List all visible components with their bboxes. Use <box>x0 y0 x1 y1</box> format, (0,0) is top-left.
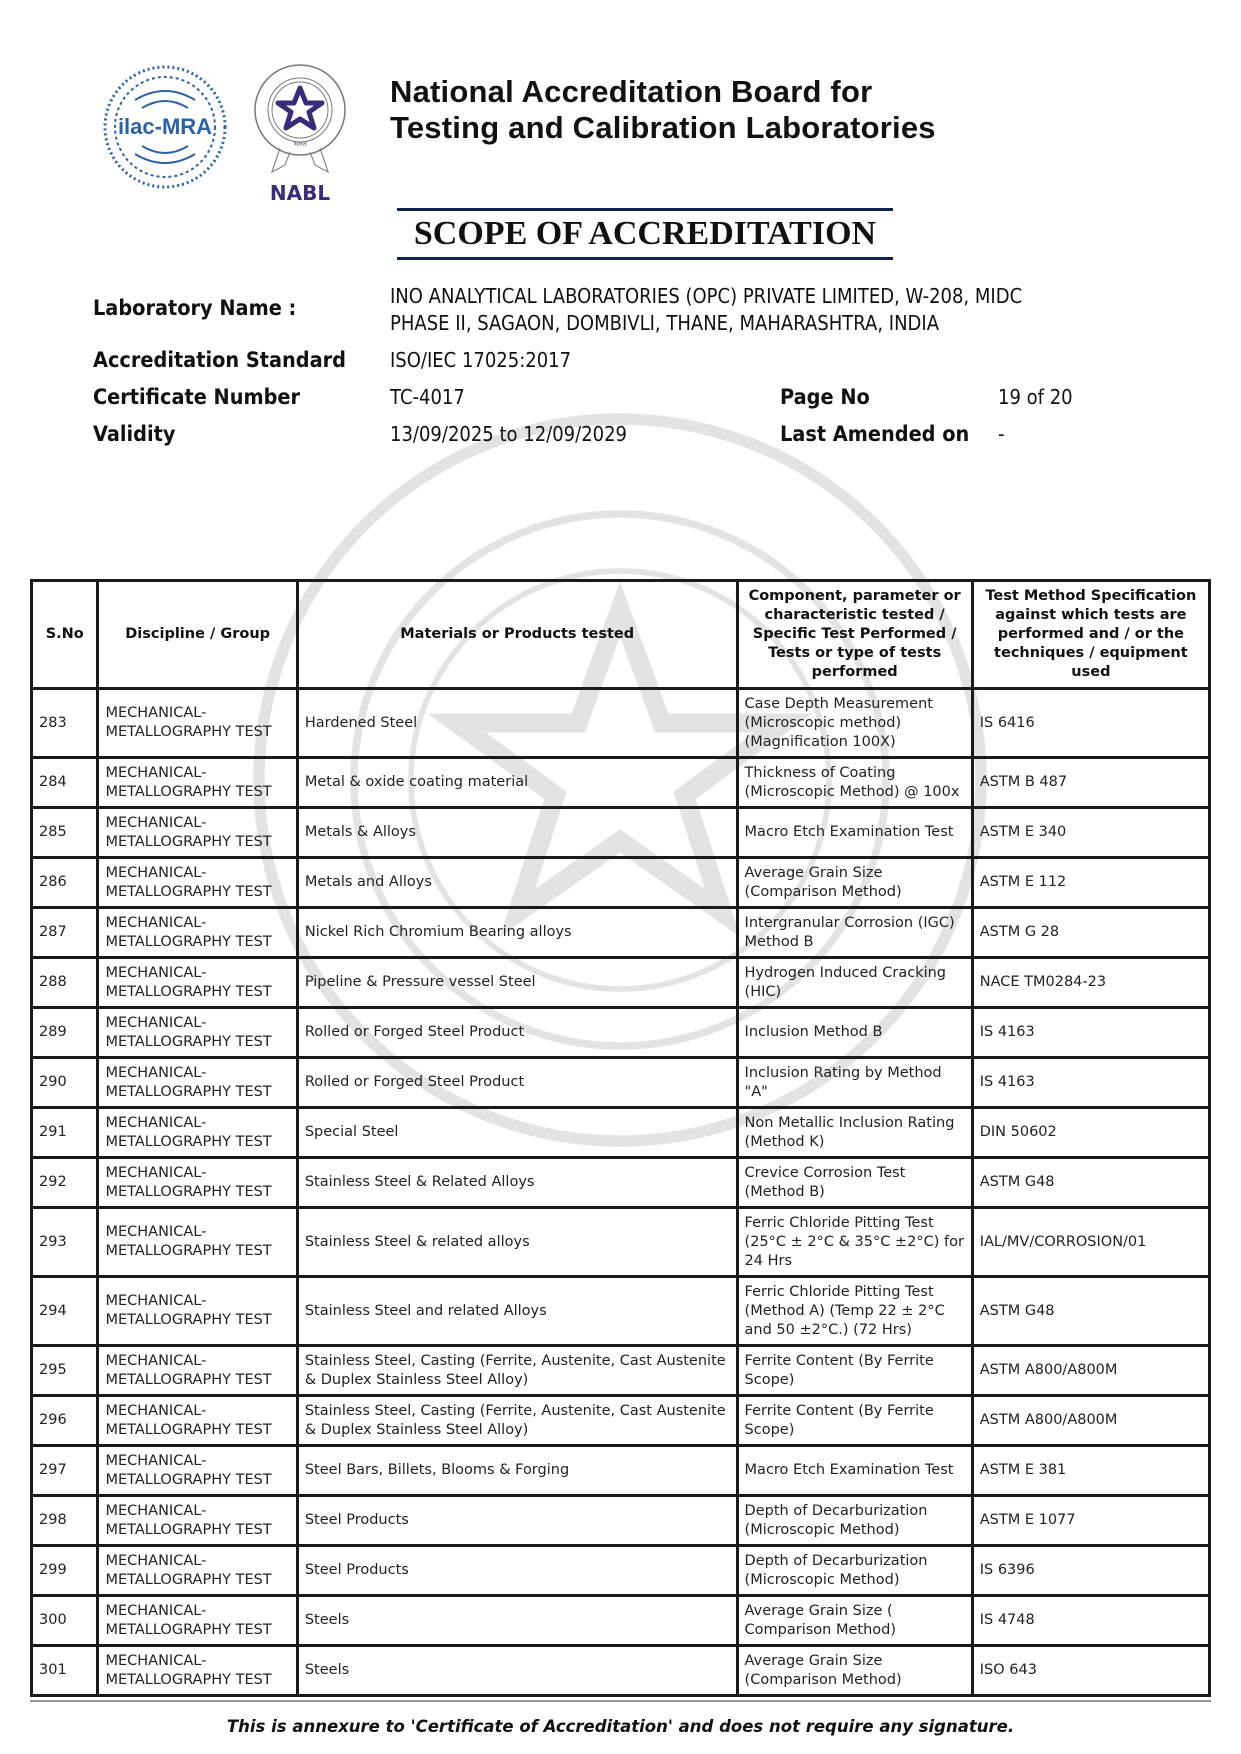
cell-discipline: MECHANICAL- METALLOGRAPHY TEST <box>98 1646 297 1696</box>
table-header-row <box>32 581 1210 689</box>
cell-sno: 286 <box>32 858 98 908</box>
ilac-logo-text: ilac-MRA <box>117 114 213 139</box>
cell-material: Stainless Steel and related Alloys <box>297 1277 737 1346</box>
organization-title <box>390 74 936 146</box>
scope-title-top-rule <box>397 208 893 211</box>
cell-test-method: ASTM G 28 <box>972 908 1209 958</box>
table-row <box>32 1496 1210 1546</box>
cell-sno: 301 <box>32 1646 98 1696</box>
cell-sno: 287 <box>32 908 98 958</box>
cell-discipline: MECHANICAL- METALLOGRAPHY TEST <box>98 758 297 808</box>
cell-discipline: MECHANICAL- METALLOGRAPHY TEST <box>98 1158 297 1208</box>
org-title-line-1: National Accreditation Board for <box>390 74 873 109</box>
cell-component: Ferric Chloride Pitting Test (Method A) (Temp 22 ± 2°C and 50 ±2°C.) (72 Hrs) <box>737 1277 972 1346</box>
cell-component: Intergranular Corrosion (IGC) Method B <box>737 908 972 958</box>
cell-component: Average Grain Size (Comparison Method) <box>737 858 972 908</box>
table-row <box>32 908 1210 958</box>
cell-discipline: MECHANICAL- METALLOGRAPHY TEST <box>98 1446 297 1496</box>
cell-test-method: IS 4748 <box>972 1596 1209 1646</box>
nabl-logo-text: NABL <box>269 181 331 205</box>
cell-discipline: MECHANICAL- METALLOGRAPHY TEST <box>98 1108 297 1158</box>
cell-sno: 294 <box>32 1277 98 1346</box>
cell-test-method: IS 4163 <box>972 1058 1209 1108</box>
table-body <box>32 689 1210 1696</box>
header-sno: S.No <box>32 581 98 689</box>
cell-component: Macro Etch Examination Test <box>737 1446 972 1496</box>
cell-test-method: ASTM G48 <box>972 1158 1209 1208</box>
cell-discipline: MECHANICAL- METALLOGRAPHY TEST <box>98 908 297 958</box>
cell-component: Thickness of Coating (Microscopic Method) @ 100x <box>737 758 972 808</box>
cell-material: Steel Bars, Billets, Blooms & Forging <box>297 1446 737 1496</box>
cell-test-method: IAL/MV/CORROSION/01 <box>972 1208 1209 1277</box>
validity-label: Validity <box>93 422 176 446</box>
table-row <box>32 1008 1210 1058</box>
cell-discipline: MECHANICAL- METALLOGRAPHY TEST <box>98 858 297 908</box>
cell-sno: 291 <box>32 1108 98 1158</box>
cell-discipline: MECHANICAL- METALLOGRAPHY TEST <box>98 808 297 858</box>
cell-component: Macro Etch Examination Test <box>737 808 972 858</box>
header-discipline: Discipline / Group <box>98 581 297 689</box>
certificate-number-label: Certificate Number <box>93 385 301 409</box>
cell-sno: 300 <box>32 1596 98 1646</box>
cell-sno: 283 <box>32 689 98 758</box>
laboratory-name-label: Laboratory Name : <box>93 296 297 320</box>
cell-material: Rolled or Forged Steel Product <box>297 1058 737 1108</box>
cell-test-method: ISO 643 <box>972 1646 1209 1696</box>
cell-test-method: ASTM E 381 <box>972 1446 1209 1496</box>
cell-material: Stainless Steel & related alloys <box>297 1208 737 1277</box>
cell-test-method: IS 6396 <box>972 1546 1209 1596</box>
last-amended-value: - <box>998 422 1005 446</box>
table-row <box>32 1596 1210 1646</box>
page-no-value: 19 of 20 <box>998 385 1073 409</box>
laboratory-name-line-2: PHASE II, SAGAON, DOMBIVLI, THANE, MAHARASHTRA, INDIA <box>390 311 940 335</box>
cell-discipline: MECHANICAL- METALLOGRAPHY TEST <box>98 689 297 758</box>
cell-material: Pipeline & Pressure vessel Steel <box>297 958 737 1008</box>
table-row <box>32 1546 1210 1596</box>
ilac-mra-logo <box>100 62 230 192</box>
cell-material: Hardened Steel <box>297 689 737 758</box>
cell-component: Inclusion Method B <box>737 1008 972 1058</box>
validity-value: 13/09/2025 to 12/09/2029 <box>390 422 628 446</box>
cell-material: Nickel Rich Chromium Bearing alloys <box>297 908 737 958</box>
cell-discipline: MECHANICAL- METALLOGRAPHY TEST <box>98 1546 297 1596</box>
cell-material: Stainless Steel & Related Alloys <box>297 1158 737 1208</box>
accreditation-standard-value: ISO/IEC 17025:2017 <box>390 348 572 372</box>
cell-test-method: ASTM E 112 <box>972 858 1209 908</box>
org-title-line-2: Testing and Calibration Laboratories <box>390 110 936 145</box>
table-row <box>32 1277 1210 1346</box>
cell-component: Non Metallic Inclusion Rating (Method K) <box>737 1108 972 1158</box>
cell-material: Stainless Steel, Casting (Ferrite, Austenite, Cast Austenite & Duplex Stainless Steel Alloy) <box>297 1346 737 1396</box>
cell-component: Average Grain Size ( Comparison Method) <box>737 1596 972 1646</box>
scope-title: SCOPE OF ACCREDITATION <box>413 215 877 252</box>
cell-test-method: ASTM B 487 <box>972 758 1209 808</box>
cell-discipline: MECHANICAL- METALLOGRAPHY TEST <box>98 1008 297 1058</box>
cell-discipline: MECHANICAL- METALLOGRAPHY TEST <box>98 1277 297 1346</box>
cell-component: Ferrite Content (By Ferrite Scope) <box>737 1396 972 1446</box>
cell-discipline: MECHANICAL- METALLOGRAPHY TEST <box>98 958 297 1008</box>
laboratory-name-line-1: INO ANALYTICAL LABORATORIES (OPC) PRIVATE LIMITED, W-208, MIDC <box>390 284 1023 308</box>
nabl-caption: भारत <box>293 140 307 148</box>
cell-test-method: ASTM E 340 <box>972 808 1209 858</box>
cell-material: Special Steel <box>297 1108 737 1158</box>
cell-sno: 290 <box>32 1058 98 1108</box>
nabl-logo <box>250 60 350 210</box>
cell-test-method: DIN 50602 <box>972 1108 1209 1158</box>
cell-test-method: ASTM E 1077 <box>972 1496 1209 1546</box>
cell-discipline: MECHANICAL- METALLOGRAPHY TEST <box>98 1208 297 1277</box>
cell-component: Inclusion Rating by Method "A" <box>737 1058 972 1108</box>
accreditation-standard-label: Accreditation Standard <box>93 348 346 372</box>
cell-sno: 297 <box>32 1446 98 1496</box>
cell-component: Hydrogen Induced Cracking (HIC) <box>737 958 972 1008</box>
table-row <box>32 1108 1210 1158</box>
cell-component: Case Depth Measurement (Microscopic method) (Magnification 100X) <box>737 689 972 758</box>
cell-sno: 296 <box>32 1396 98 1446</box>
cell-sno: 295 <box>32 1346 98 1396</box>
table-row <box>32 1646 1210 1696</box>
last-amended-label: Last Amended on <box>780 422 970 446</box>
cell-test-method: ASTM A800/A800M <box>972 1396 1209 1446</box>
cell-material: Metals and Alloys <box>297 858 737 908</box>
header-test-method: Test Method Specification against which tests are performed and / or the techniques / equipment used <box>972 581 1209 689</box>
cell-sno: 293 <box>32 1208 98 1277</box>
cell-test-method: IS 4163 <box>972 1008 1209 1058</box>
cell-sno: 288 <box>32 958 98 1008</box>
footer-rule <box>30 1700 1211 1702</box>
table-row <box>32 1446 1210 1496</box>
scope-title-bottom-rule <box>397 257 893 260</box>
cell-sno: 292 <box>32 1158 98 1208</box>
cell-component: Average Grain Size (Comparison Method) <box>737 1646 972 1696</box>
header-component: Component, parameter or characteristic tested / Specific Test Performed / Tests or type of tests performed <box>737 581 972 689</box>
table-row <box>32 758 1210 808</box>
certificate-number-value: TC-4017 <box>390 385 465 409</box>
cell-material: Stainless Steel, Casting (Ferrite, Austenite, Cast Austenite & Duplex Stainless Steel Alloy) <box>297 1396 737 1446</box>
cell-component: Depth of Decarburization (Microscopic Method) <box>737 1496 972 1546</box>
cell-material: Steel Products <box>297 1546 737 1596</box>
cell-material: Steels <box>297 1596 737 1646</box>
cell-component: Depth of Decarburization (Microscopic Method) <box>737 1546 972 1596</box>
cell-component: Ferric Chloride Pitting Test (25°C ± 2°C & 35°C ±2°C) for 24 Hrs <box>737 1208 972 1277</box>
cell-component: Ferrite Content (By Ferrite Scope) <box>737 1346 972 1396</box>
cell-material: Metal & oxide coating material <box>297 758 737 808</box>
table-row <box>32 1058 1210 1108</box>
cell-test-method: ASTM A800/A800M <box>972 1346 1209 1396</box>
cell-discipline: MECHANICAL- METALLOGRAPHY TEST <box>98 1346 297 1396</box>
table-row <box>32 858 1210 908</box>
scope-table <box>30 579 1211 1697</box>
footer-note: This is annexure to 'Certificate of Accreditation' and does not require any signature. <box>226 1717 1015 1736</box>
table-row <box>32 1396 1210 1446</box>
cell-component: Crevice Corrosion Test (Method B) <box>737 1158 972 1208</box>
cell-material: Steel Products <box>297 1496 737 1546</box>
cell-discipline: MECHANICAL- METALLOGRAPHY TEST <box>98 1596 297 1646</box>
table-row <box>32 1346 1210 1396</box>
cell-sno: 284 <box>32 758 98 808</box>
cell-sno: 299 <box>32 1546 98 1596</box>
table-row <box>32 1158 1210 1208</box>
cell-material: Steels <box>297 1646 737 1696</box>
cell-material: Rolled or Forged Steel Product <box>297 1008 737 1058</box>
cell-discipline: MECHANICAL- METALLOGRAPHY TEST <box>98 1496 297 1546</box>
table-row <box>32 958 1210 1008</box>
cell-test-method: IS 6416 <box>972 689 1209 758</box>
header-materials: Materials or Products tested <box>297 581 737 689</box>
page-no-label: Page No <box>780 385 870 409</box>
cell-sno: 298 <box>32 1496 98 1546</box>
cell-discipline: MECHANICAL- METALLOGRAPHY TEST <box>98 1058 297 1108</box>
cell-sno: 285 <box>32 808 98 858</box>
table-row <box>32 808 1210 858</box>
cell-test-method: ASTM G48 <box>972 1277 1209 1346</box>
cell-material: Metals & Alloys <box>297 808 737 858</box>
table-row <box>32 689 1210 758</box>
table-row <box>32 1208 1210 1277</box>
cell-discipline: MECHANICAL- METALLOGRAPHY TEST <box>98 1396 297 1446</box>
cell-test-method: NACE TM0284-23 <box>972 958 1209 1008</box>
cell-sno: 289 <box>32 1008 98 1058</box>
